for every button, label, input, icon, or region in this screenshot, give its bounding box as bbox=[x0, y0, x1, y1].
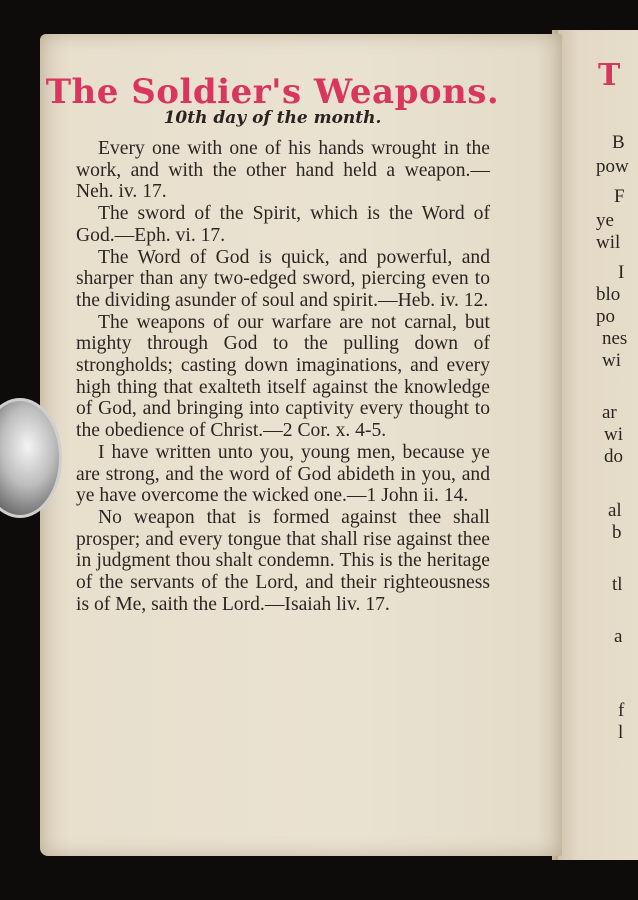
next-page-fragment: tl bbox=[612, 574, 623, 595]
next-page-fragment: al bbox=[608, 500, 622, 521]
next-page-fragment: l bbox=[618, 722, 624, 743]
next-page-fragment: wi bbox=[604, 424, 623, 445]
verse-paragraph: I have written unto you, young men, because ye are strong, and the word of God abideth in you, and ye have overcome the wicked one.—1 John ii. 14. bbox=[76, 441, 490, 507]
next-page-fragment: wil bbox=[596, 232, 621, 253]
next-page-fragment: pow bbox=[596, 156, 629, 177]
next-page-title-fragment: T bbox=[598, 58, 621, 93]
next-page-fragment: I bbox=[618, 262, 625, 283]
next-page-fragment: F bbox=[614, 186, 625, 207]
next-page-fragment: ar bbox=[602, 402, 617, 423]
page-title: The Soldier's Weapons. bbox=[45, 72, 500, 112]
verse-paragraph: No weapon that is formed against thee shall prosper; and every tongue that shall rise against thee in judgment thou shalt condemn. This is the heritage of the servants of the Lord, and their righteousness is of Me, saith the Lord.—Isaiah liv. 17. bbox=[76, 506, 490, 615]
next-page bbox=[556, 30, 638, 860]
next-page-fragment: po bbox=[596, 306, 615, 327]
next-page-fragment: blo bbox=[596, 284, 621, 305]
verse-paragraph: The weapons of our warfare are not carnal, but mighty through God to the pulling down of strongholds; casting down imaginations, and every high thing that exalteth itself against the knowledge of God, and bringing into captivity every thought to the obedience of Christ.—2 Cor. x. 4-5. bbox=[76, 311, 490, 442]
next-page-fragment: a bbox=[614, 626, 623, 647]
next-page-fragment: do bbox=[604, 446, 623, 467]
verse-paragraph: The Word of God is quick, and powerful, and sharper than any two-edged sword, piercing even to the dividing asunder of soul and spirit.—Heb. iv. 12. bbox=[76, 246, 490, 311]
next-page-fragment: B bbox=[612, 132, 625, 153]
verse-paragraph: The sword of the Spirit, which is the Word of God.—Eph. vi. 17. bbox=[76, 203, 490, 246]
next-page-fragment: wi bbox=[602, 350, 621, 371]
next-page-fragment: nes bbox=[602, 328, 628, 349]
page-subtitle: 10th day of the month. bbox=[163, 108, 382, 128]
verse-paragraph: Every one with one of his hands wrought in the work, and with the other hand held a weapon.—Neh. iv. 17. bbox=[76, 138, 490, 203]
next-page-fragment: b bbox=[612, 522, 622, 543]
next-page-fragment: f bbox=[618, 700, 625, 721]
next-page-fragment: ye bbox=[596, 210, 614, 231]
scripture-text bbox=[76, 138, 490, 615]
